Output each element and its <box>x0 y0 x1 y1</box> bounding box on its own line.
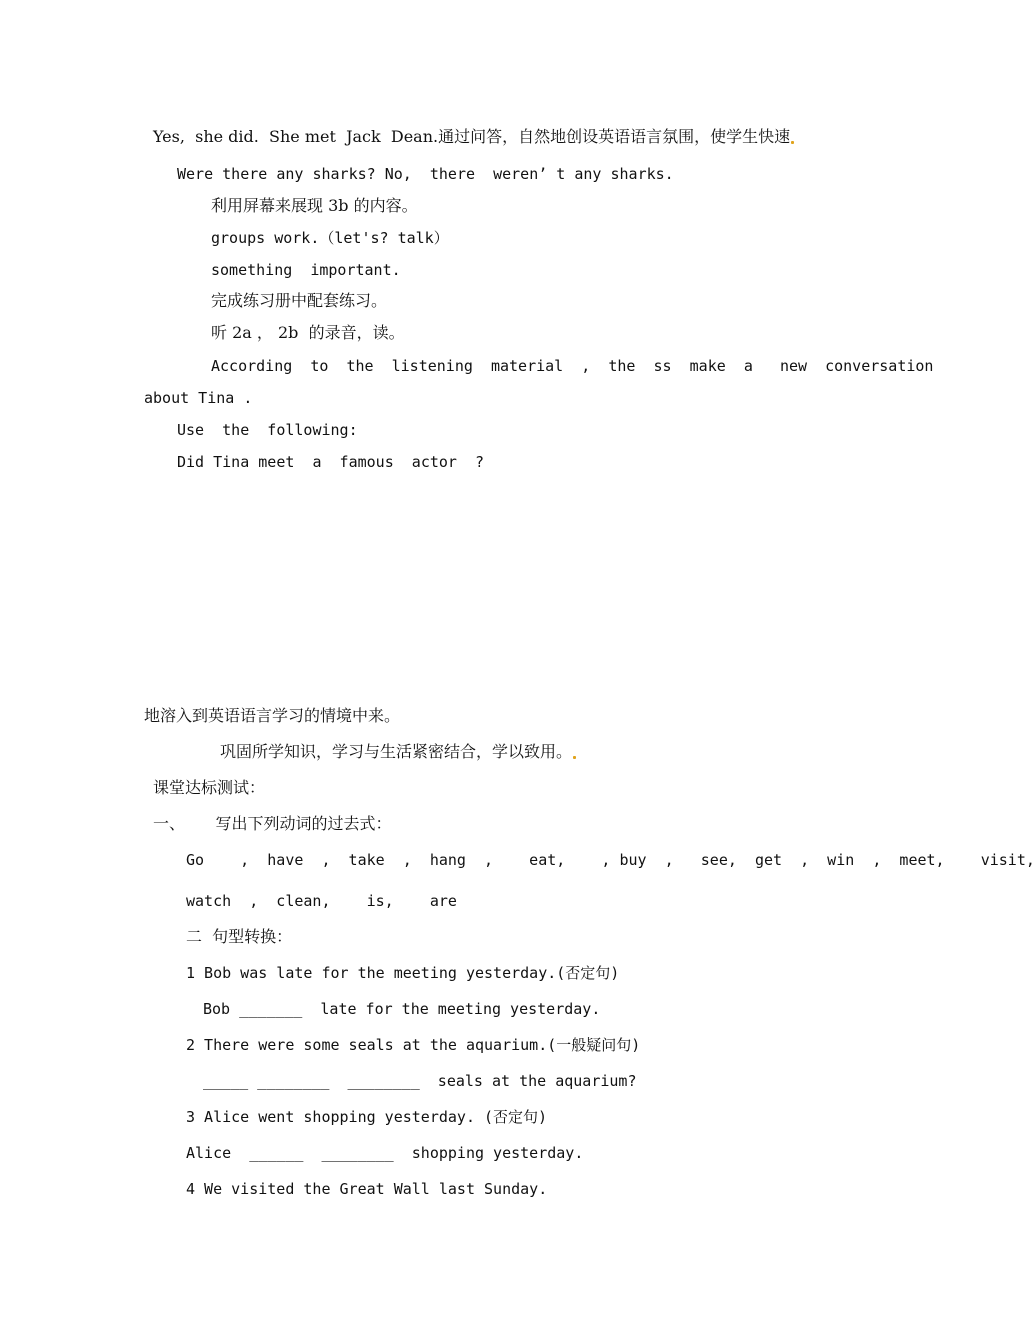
marker-dot <box>791 141 794 144</box>
text-line-6: 完成练习册中配套练习。 <box>211 291 388 310</box>
text-line-11: Did Tina meet a famous actor ? <box>177 453 485 471</box>
text-line-17: watch , clean, is, are <box>186 892 457 910</box>
text-line-24: Alice ______ ________ shopping yesterday. <box>186 1144 584 1162</box>
text-line-16: Go , have , take , hang , eat, , buy , see, get , win , meet, visit, <box>186 851 1035 869</box>
text-line-23: 3 Alice went shopping yesterday. (否定句) <box>186 1108 548 1126</box>
text-line-14: 课堂达标测试： <box>153 778 266 797</box>
text-line-10: Use the following: <box>177 421 358 439</box>
text-line-9: about Tina . <box>144 389 253 407</box>
text-line-18: 二 句型转换： <box>186 927 293 946</box>
marker-dot <box>573 756 576 759</box>
text-line-7: 听 2a ， 2b 的录音，读。 <box>211 323 405 342</box>
text-line-21: 2 There were some seals at the aquarium.(一般疑问句) <box>186 1036 641 1054</box>
text-line-15: 一、 写出下列动词的过去式： <box>153 814 392 833</box>
text-line-12: 地溶入到英语语言学习的情境中来。 <box>144 706 401 725</box>
text-line-13: 巩固所学知识，学习与生活紧密结合，学以致用。 <box>220 742 576 762</box>
text-line-25: 4 We visited the Great Wall last Sunday. <box>186 1180 548 1198</box>
text-line-19: 1 Bob was late for the meeting yesterday.(否定句) <box>186 964 620 982</box>
text-line-4: groups work.（let's? talk） <box>211 229 449 247</box>
text-line-20: Bob _______ late for the meeting yesterday. <box>203 1000 601 1018</box>
text-line-8: According to the listening material , the ss make a new conversation <box>211 357 934 375</box>
text-line-22: _____ ________ ________ seals at the aquarium? <box>203 1072 637 1090</box>
text-line-1: Yes, she did. She met Jack Dean.通过问答，自然地创设英语语言氛围，使学生快速 <box>153 127 794 147</box>
text-line-3: 利用屏幕来展现 3b 的内容。 <box>211 196 418 215</box>
text-line-2: Were there any sharks? No, there weren’ t any sharks. <box>177 165 674 183</box>
text-line-5: something important. <box>211 261 401 279</box>
